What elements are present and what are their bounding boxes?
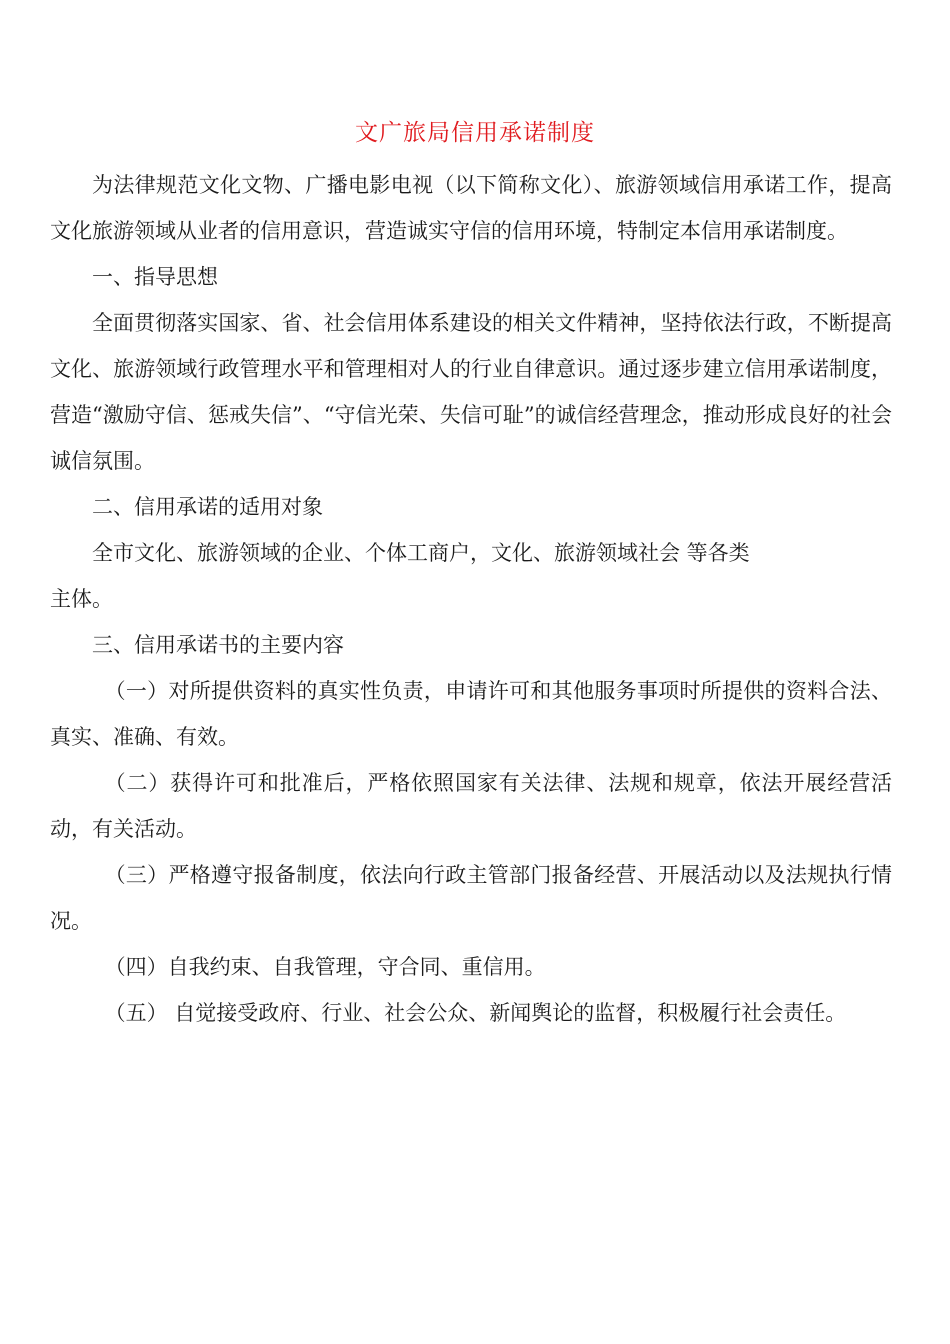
content-item-3: （三）严格遵守报备制度，依法向行政主管部门报备经营、开展活动以及法规执行情况。 <box>50 863 892 933</box>
section-heading-main-content: 三、信用承诺书的主要内容 <box>92 633 344 657</box>
section-heading-guiding-ideology: 一、指导思想 <box>92 265 218 289</box>
content-item-1: （一）对所提供资料的真实性负责，申请许可和其他服务事项时所提供的资料合法、真实、准确、有效。 <box>50 679 892 749</box>
section-body-applicable-subjects <box>50 530 892 622</box>
applicable-subjects-line2: 主体。 <box>50 587 113 611</box>
section-heading-applicable-subjects: 二、信用承诺的适用对象 <box>92 495 323 519</box>
content-item-2: （二）获得许可和批准后，严格依照国家有关法律、法规和规章，依法开展经营活动，有关活动。 <box>50 771 892 841</box>
intro-paragraph: 为法律规范文化文物、广播电影电视（以下简称文化）、旅游领域信用承诺工作，提高文化旅游领域从业者的信用意识，营造诚实守信的信用环境，特制定本信用承诺制度。 <box>50 173 892 243</box>
applicable-subjects-line1: 全市文化、旅游领域的企业、个体工商户，文化、旅游领域社会 等各类 <box>92 541 750 565</box>
document-title: 文广旅局信用承诺制度 <box>355 120 595 146</box>
content-item-4: （四）自我约束、自我管理，守合同、重信用。 <box>104 955 546 979</box>
content-item-5: （五） 自觉接受政府、行业、社会公众、新闻舆论的监督，积极履行社会责任。 <box>104 1001 847 1025</box>
document-body <box>50 162 892 1036</box>
section-body-guiding-ideology: 全面贯彻落实国家、省、社会信用体系建设的相关文件精神，坚持依法行政，不断提高文化、旅游领域行政管理水平和管理相对人的行业自律意识。通过逐步建立信用承诺制度，营造“激励守信、惩戒失信”、“守信光荣、失信可耻”的诚信经营理念，推动形成良好的社会诚信氛围。 <box>50 311 892 473</box>
